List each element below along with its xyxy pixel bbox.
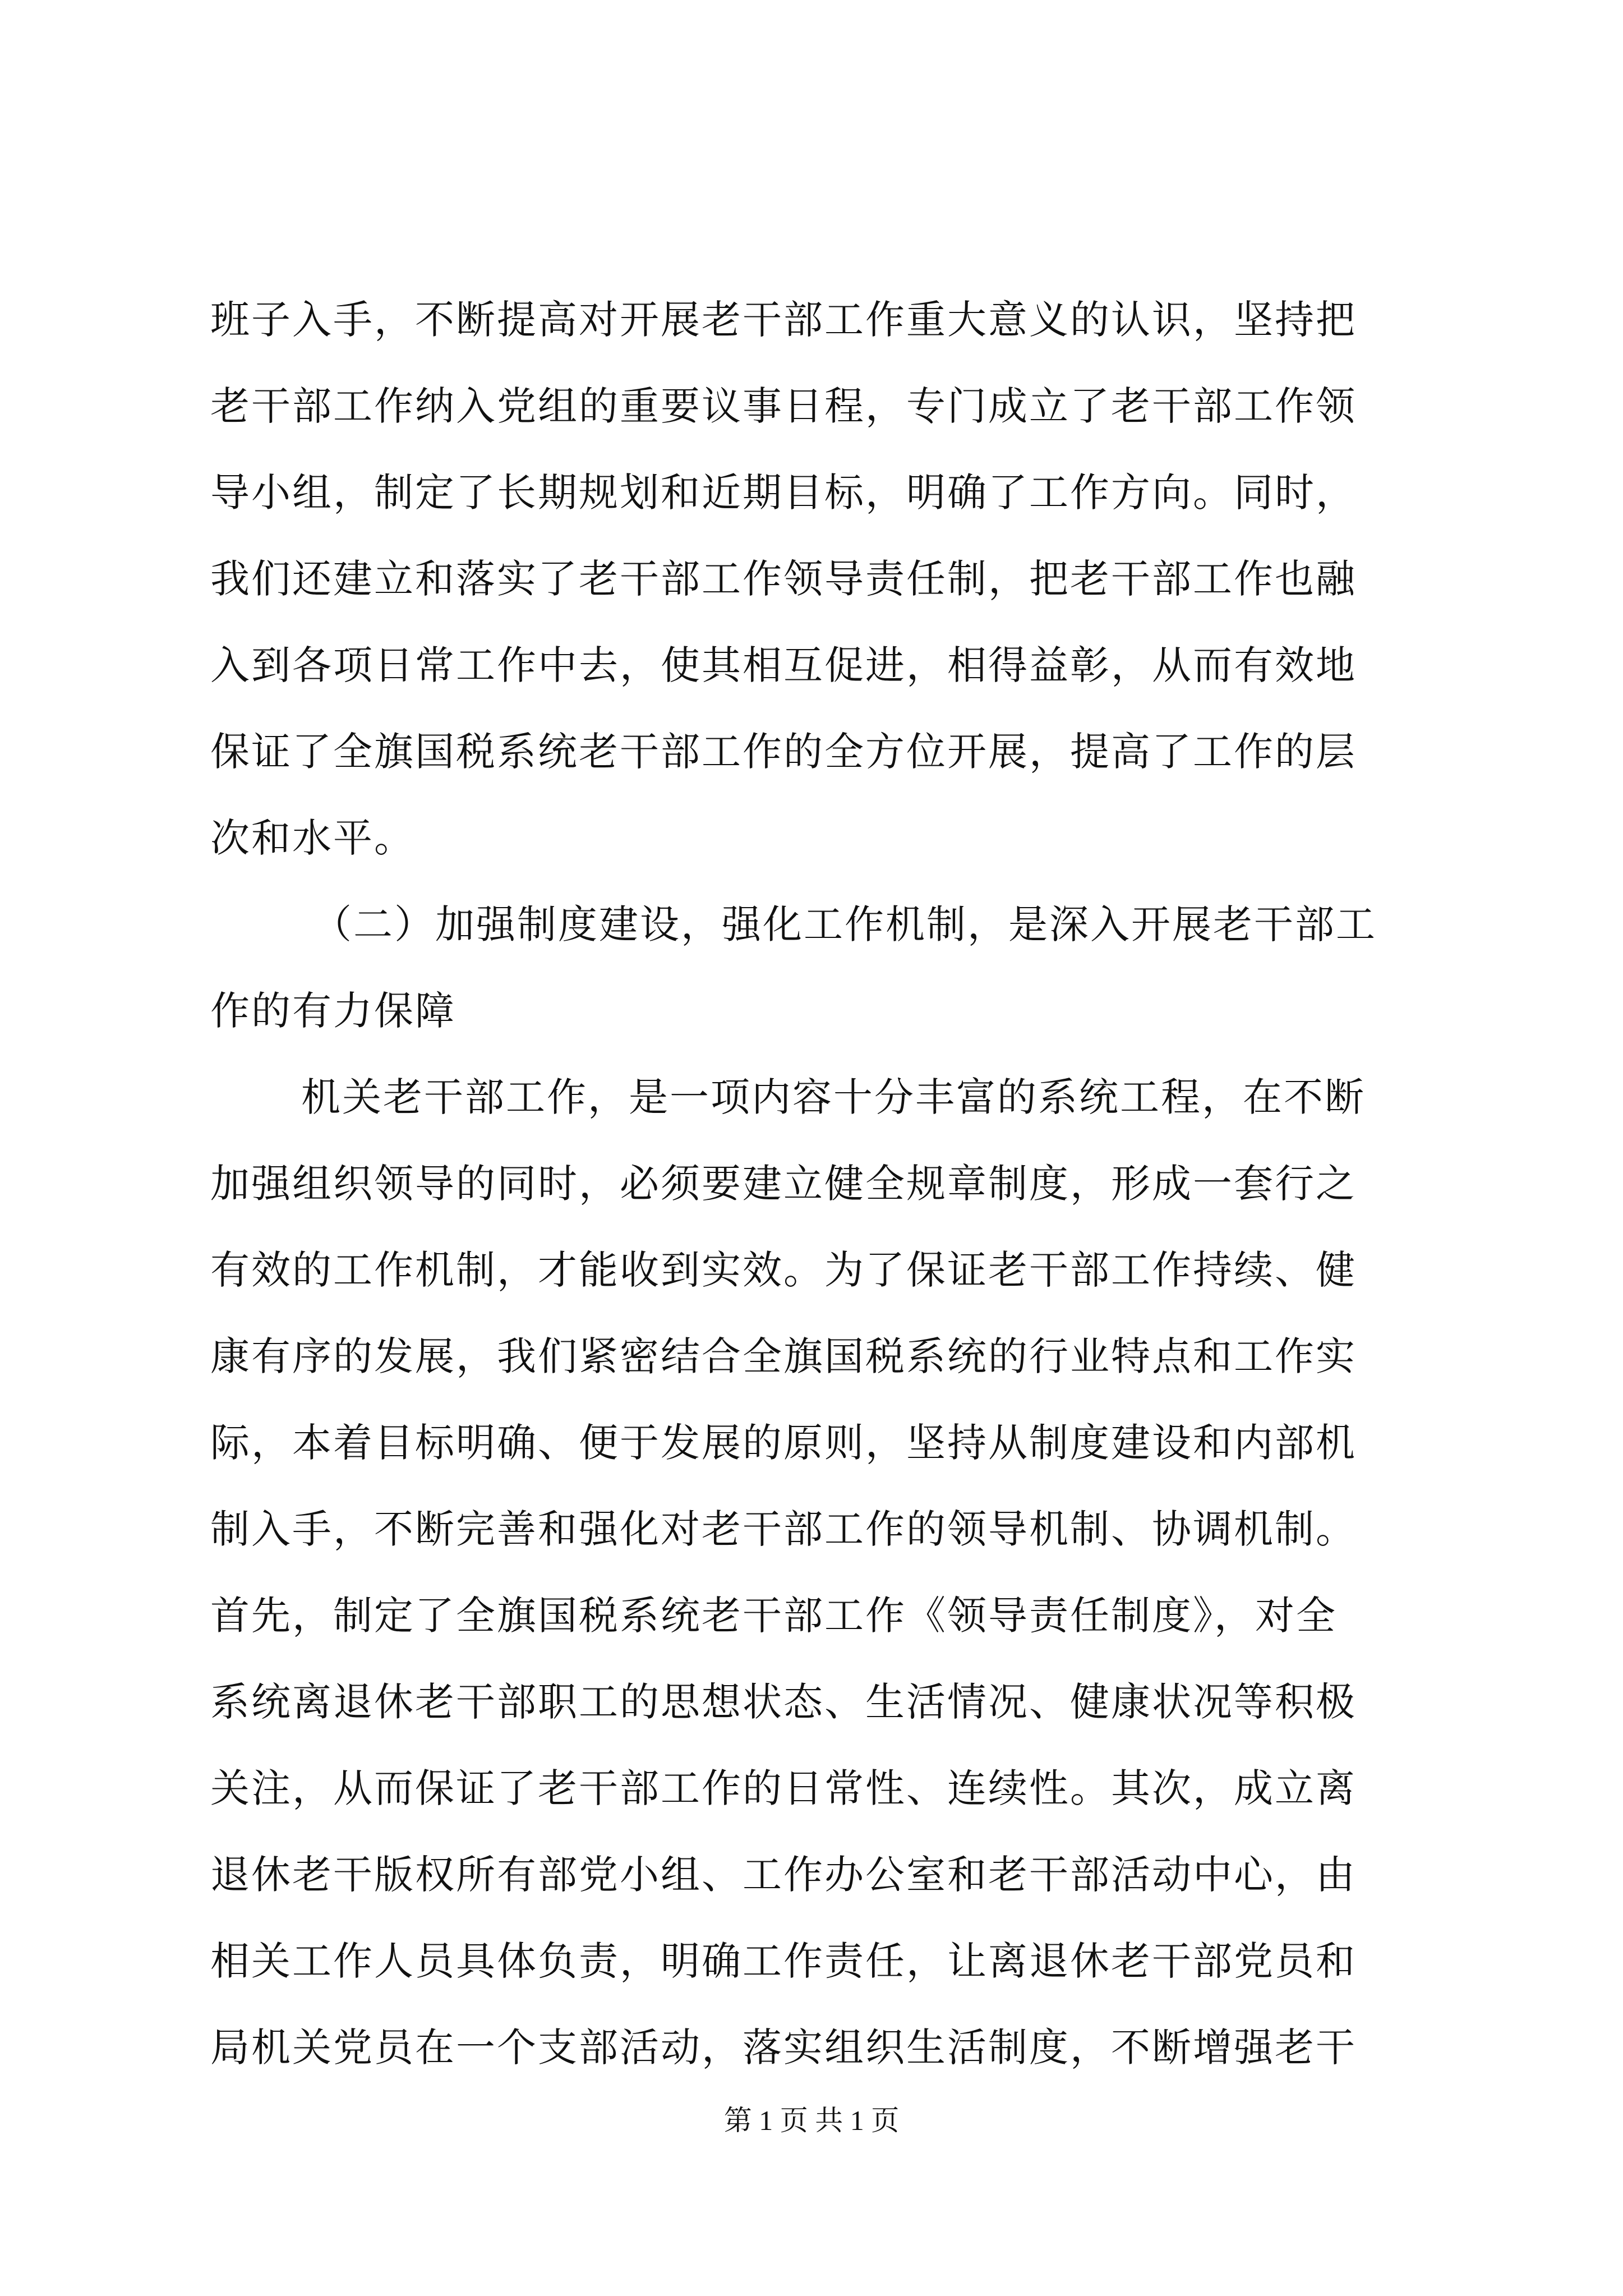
body-line: 机关老干部工作，是一项内容十分丰富的系统工程，在不断 xyxy=(301,1074,1366,1120)
body-line: 我们还建立和落实了老干部工作领导责任制，把老干部工作也融 xyxy=(210,556,1357,602)
body-line: 导小组，制定了长期规划和近期目标，明确了工作方向。同时， xyxy=(210,470,1357,516)
section-heading-line: 作的有力保障 xyxy=(210,988,456,1034)
body-line: 入到各项日常工作中去，使其相互促进，相得益彰，从而有效地 xyxy=(210,642,1357,688)
body-line: 加强组织领导的同时，必须要建立健全规章制度，形成一套行之 xyxy=(210,1161,1357,1207)
body-line: 相关工作人员具体负责，明确工作责任，让离退休老干部党员和 xyxy=(210,1938,1357,1984)
body-line: 系统离退休老干部职工的思想状态、生活情况、健康状况等积极 xyxy=(210,1679,1357,1725)
section-heading-line: （二）加强制度建设，强化工作机制，是深入开展老干部工 xyxy=(312,901,1377,947)
body-line: 制入手，不断完善和强化对老干部工作的领导机制、协调机制。 xyxy=(210,1506,1357,1552)
body-line: 康有序的发展，我们紧密结合全旗国税系统的行业特点和工作实 xyxy=(210,1333,1357,1379)
body-line: 关注，从而保证了老干部工作的日常性、连续性。其次，成立离 xyxy=(210,1765,1357,1811)
body-line: 班子入手，不断提高对开展老干部工作重大意义的认识，坚持把 xyxy=(210,297,1357,343)
body-line: 老干部工作纳入党组的重要议事日程，专门成立了老干部工作领 xyxy=(210,383,1357,429)
body-line: 首先，制定了全旗国税系统老干部工作《领导责任制度》，对全 xyxy=(210,1593,1337,1639)
body-line: 次和水平。 xyxy=(210,815,415,861)
body-line: 保证了全旗国税系统老干部工作的全方位开展，提高了工作的层 xyxy=(210,729,1357,775)
page-number-footer: 第 1 页 共 1 页 xyxy=(723,2105,900,2136)
body-line: 局机关党员在一个支部活动，落实组织生活制度，不断增强老干 xyxy=(210,2024,1357,2070)
body-line: 退休老干版权所有部党小组、工作办公室和老干部活动中心，由 xyxy=(210,1852,1357,1898)
body-line: 有效的工作机制，才能收到实效。为了保证老干部工作持续、健 xyxy=(210,1247,1357,1293)
body-line: 际，本着目标明确、便于发展的原则，坚持从制度建设和内部机 xyxy=(210,1420,1357,1466)
